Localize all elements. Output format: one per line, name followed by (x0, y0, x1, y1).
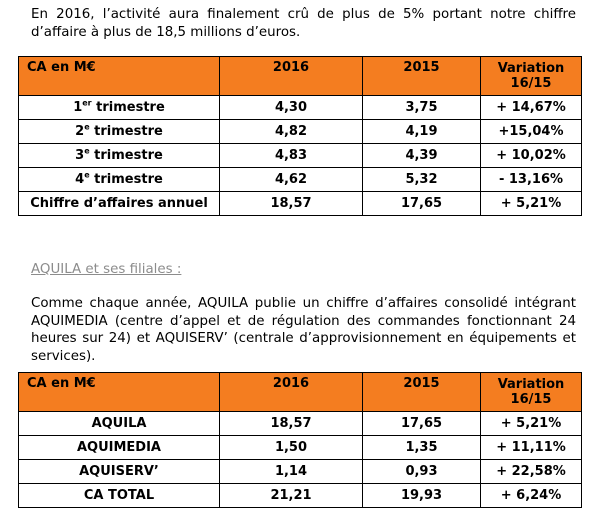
row-label: CA TOTAL (19, 484, 220, 508)
table-row-total (19, 484, 582, 508)
row-label: 1er trimestre (19, 96, 220, 120)
header-variation: Variation 16/15 (481, 373, 582, 412)
value-2015: 4,19 (363, 120, 481, 144)
value-variation: + 22,58% (481, 460, 582, 484)
value-variation: + 6,24% (481, 484, 582, 508)
row-label: AQUILA (19, 412, 220, 436)
value-2016: 1,50 (220, 436, 363, 460)
table-header-row (19, 57, 582, 96)
ca-table-quarterly (18, 56, 582, 216)
value-2016: 4,30 (220, 96, 363, 120)
ca-table-subsidiaries (18, 372, 582, 508)
value-2015: 0,93 (363, 460, 481, 484)
table-row (19, 144, 582, 168)
row-label: AQUIMEDIA (19, 436, 220, 460)
value-2015: 17,65 (363, 412, 481, 436)
header-label: CA en M€ (19, 57, 220, 96)
value-variation: + 11,11% (481, 436, 582, 460)
table-row (19, 120, 582, 144)
table-row (19, 168, 582, 192)
header-2016: 2016 (220, 373, 363, 412)
row-label: Chiffre d’affaires annuel (19, 192, 220, 216)
value-2015: 4,39 (363, 144, 481, 168)
value-2016: 18,57 (220, 412, 363, 436)
section-paragraph: Comme chaque année, AQUILA publie un chiffre d’affaires consolidé intégrant AQUIMEDIA (centre d’appel et de régulation des commandes fonctionnant 24 heures sur 24) et AQUISERV’ (centrale d’approvisionnement en équipements et services). (31, 296, 576, 364)
value-variation: + 14,67% (481, 96, 582, 120)
value-variation: + 5,21% (481, 192, 582, 216)
header-2015: 2015 (363, 373, 481, 412)
row-label: 4e trimestre (19, 168, 220, 192)
value-2016: 4,83 (220, 144, 363, 168)
value-variation: + 10,02% (481, 144, 582, 168)
header-2015: 2015 (363, 57, 481, 96)
value-variation: - 13,16% (481, 168, 582, 192)
table-header-row (19, 373, 582, 412)
header-2016: 2016 (220, 57, 363, 96)
value-variation: +15,04% (481, 120, 582, 144)
value-2016: 4,62 (220, 168, 363, 192)
section-heading: AQUILA et ses filiales : (31, 262, 182, 277)
row-label: 2e trimestre (19, 120, 220, 144)
table-row (19, 96, 582, 120)
row-label: AQUISERV’ (19, 460, 220, 484)
value-2015: 5,32 (363, 168, 481, 192)
value-2016: 4,82 (220, 120, 363, 144)
value-2016: 21,21 (220, 484, 363, 508)
intro-paragraph: En 2016, l’activité aura finalement crû de plus de 5% portant notre chiffre d’affaire à plus de 18,5 millions d’euros. (31, 7, 576, 40)
value-2016: 1,14 (220, 460, 363, 484)
value-variation: + 5,21% (481, 412, 582, 436)
table-row-total (19, 192, 582, 216)
value-2015: 1,35 (363, 436, 481, 460)
header-label: CA en M€ (19, 373, 220, 412)
value-2015: 3,75 (363, 96, 481, 120)
row-label: 3e trimestre (19, 144, 220, 168)
table-row (19, 412, 582, 436)
value-2016: 18,57 (220, 192, 363, 216)
value-2015: 19,93 (363, 484, 481, 508)
header-variation: Variation 16/15 (481, 57, 582, 96)
table-row (19, 460, 582, 484)
value-2015: 17,65 (363, 192, 481, 216)
table-row (19, 436, 582, 460)
